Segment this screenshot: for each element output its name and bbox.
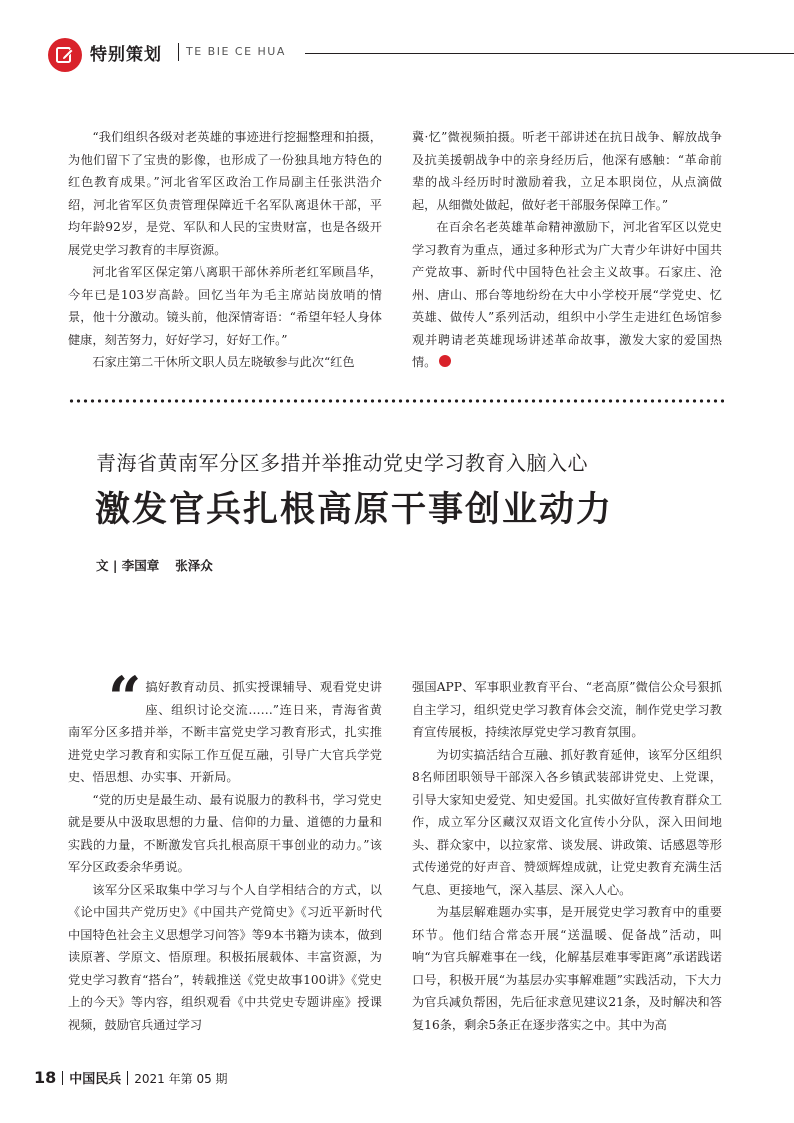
paragraph: 强国APP、军事职业教育平台、“老高原”微信公众号狠抓自主学习，组织党史学习教育体会交流，制作党史学习教育宣传展板，持续浓厚党史学习教育氛围。 [412,680,722,739]
header-rule [305,53,794,54]
paragraph [412,216,722,374]
lead-text: 搞好教育动员、抓实授课辅导、观看党史讲座、组织讨论交流……”连日来，青海省黄南军分区多措并举，不断丰富党史学习教育形式，扎实推进党史学习教育和实际工作互促互融，引导广大官兵学党史、悟思想、办实事、开新局。 [68,680,382,784]
page-number: 18 [34,1068,57,1087]
dotted-divider [68,398,724,404]
paragraph-text: 在百余名老英雄革命精神激励下，河北省军区以党史学习教育为重点，通过多种形式为广大青少年讲好中国共产党故事、新时代中国特色社会主义故事。石家庄、沧州、唐山、邢台等地纷纷在大中小学校开展“学党史、忆英雄、做传人”系列活动，组织中小学生走进红色场馆参观并聘请老英雄现场讲述革命故事，激发大家的爱国热情。 [412,220,722,369]
lead-paragraph [68,664,382,789]
author-name: 张泽众 [175,558,213,573]
paragraph: “我们组织各级对老英雄的事迹进行挖掘整理和拍摄，为他们留下了宝贵的影像，也形成了一份独具地方特色的红色教育成果。”河北省军区政治工作局副主任张洪浩介绍，河北省军区负责管理保障近千名军队离退休干部，平均年龄92岁，是党、军队和人民的宝贵财富，也是各级开展党史学习教育的丰厚资源。 [68,130,382,257]
prev-article-column-1 [68,126,382,374]
paragraph: “党的历史是最生动、最有说服力的教科书，学习党史就是要从中汲取思想的力量、信仰的力量、道德的力量和实践的力量，不断激发官兵扎根高原干事创业的动力。”该军分区政委余华勇说。 [68,792,382,874]
paragraph: 该军分区采取集中学习与个人自学相结合的方式，以《论中国共产党历史》《中国共产党简史》《习近平新时代中国特色社会主义思想学习问答》等9本书籍为读本，做到读原著、学原文、悟原理。积极拓展载体、丰富资源，为党史学习教育“搭台”，转载推送《党史故事100讲》《党史上的今天》等内容，组织观看《中共党史专题讲座》授课视频，鼓励官兵通过学习 [68,882,382,1032]
paragraph: 石家庄第二干休所文职人员左晓敏参与此次“红色 [92,355,355,369]
paragraph: 冀·忆”微视频拍摄。听老干部讲述在抗日战争、解放战争及抗美援朝战争中的亲身经历后，他深有感触：“革命前辈的战斗经历时时激励着我，立足本职岗位，从点滴做起，从细微处做起，做好老干部服务保障工作。” [412,130,722,212]
article-subtitle: 青海省黄南军分区多措并举推动党史学习教育入脑入心 [96,451,588,475]
paragraph: 河北省军区保定第八离职干部休养所老红军顾昌华，今年已是103岁高龄。回忆当年为毛主席站岗放哨的情景，他十分激动。镜头前，他深情寄语：“希望年轻人身体健康，刻苦努力，好好学习，好好工作。” [68,265,382,347]
article-title: 激发官兵扎根高原干事创业动力 [95,490,614,530]
byline-prefix: 文 | [96,558,122,573]
edit-pencil-icon [48,38,82,72]
paragraph: 为基层解难题办实事，是开展党史学习教育中的重要环节。他们结合常态开展“送温暖、促备战”活动，叫响“为官兵解难事在一线，化解基层难事零距离”承诺践诺口号，积极开展“为基层办实事解难题”实践活动，下大力为官兵减负帮困，先后征求意见建议21条，及时解决和答复16条，剩余5条正在逐步落实之中。其中为高 [412,905,722,1032]
article-column-2 [412,676,722,1036]
paragraph: 为切实搞活结合互融、抓好教育延伸，该军分区组织8名师团职领导干部深入各乡镇武装部讲党史、上党课，引导大家知史爱党、知史爱国。扎实做好宣传教育群众工作，成立军分区藏汉双语文化宣传小分队，深入田间地头、群众家中，以拉家常、谈发展、讲政策、话感恩等形式传递党的好声音、赞颂辉煌成就，让党史教育充满生活气息、更接地气，深入基层、深入人心。 [412,747,722,897]
end-mark-icon [439,355,451,367]
article-column-1 [68,664,382,1036]
author-name: 李国章 [121,558,160,573]
magazine-name: 中国民兵 [69,1072,122,1087]
issue-label: 2021 年第 05 期 [134,1072,228,1086]
page-footer [34,1068,228,1087]
section-title: 特别策划 [90,45,162,65]
prev-article-column-2 [412,126,722,374]
header-divider [178,43,179,61]
quote-mark-icon: “ [108,664,142,732]
byline [96,556,213,574]
section-pinyin: TE BIE CE HUA [186,45,286,58]
